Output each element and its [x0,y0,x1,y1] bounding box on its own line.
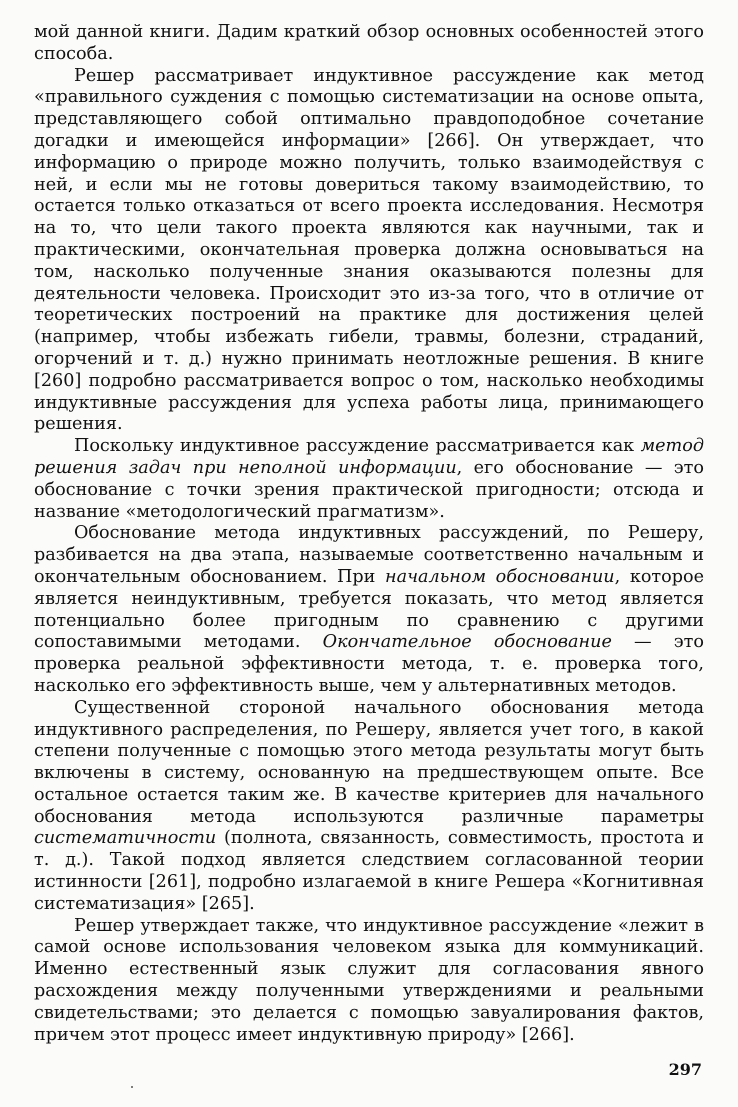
page-number: 297 [668,1060,702,1079]
emphasized-term: начальном обосновании [385,566,615,587]
paragraph [34,698,704,916]
paragraph [34,916,704,1047]
paragraph [34,66,704,437]
paragraph-text: Обоснование метода индуктивных рассуждений, по Решеру, разбивается на два этапа, называемые соответственно начальным и окончательным обоснованием. При [34,523,704,587]
print-speck [131,1086,133,1088]
paragraph [34,22,704,66]
paragraph-text: — это проверка реальной эффективности метода, т. е. проверка того, насколько его эффективность выше, чем у альтернативных методов. [34,632,704,696]
paragraph [34,523,704,697]
paragraph-text: Существенной стороной начального обоснования метода индуктивного распределения, по Решеру, является учет того, в какой степени полученные с помощью этого метода результаты могут быть включены в систему, основанную на предшествующем опыте. Все остальное остается таким же. В качестве критериев для начального обоснования метода используются различные параметры [34,697,704,827]
paragraph-text: мой данной книги. Дадим краткий обзор основных особенностей этого способа. [34,22,704,64]
paragraph-text: Поскольку индуктивное рассуждение рассматривается как [74,436,641,457]
emphasized-term: систематичности [34,828,217,849]
paragraph-text: Решер рассматривает индуктивное рассуждение как метод «правильного суждения с помощью систематизации на основе опыта, представляющего собой оптимально правдоподобное сочетание догадки и имеющейся информации» [266]. Он утверждает, что информацию о природе можно получить, только взаимодействуя с ней, и если мы не готовы довериться такому взаимодействию, то остается только отказаться от всего проекта исследования. Несмотря на то, что цели такого проекта являются как научными, так и практическими, окончательная проверка должна основываться на том, насколько полученные знания оказываются полезны для деятельности человека. Происходит это из-за того, что в отличие от теоретических построений на практике для достижения целей (например, чтобы избежать гибели, травмы, болезни, страданий, огорчений и т. д.) нужно принимать неотложные решения. В книге [260] подробно рассматривается вопрос о том, насколько необходимы индуктивные рассуждения для успеха работы лица, принимающего решения. [34,65,704,435]
paragraph-text: Решер утверждает также, что индуктивное рассуждение «лежит в самой основе использования человеком языка для коммуникаций. Именно естественный язык служит для согласования явного расхождения между полученными утверждениями и реальными свидетельствами; это делается с помощью завуалирования фактов, причем этот процесс имеет индуктивную природу» [266]. [34,915,704,1045]
paragraph-text: , его обоснование — это обоснование с точки зрения практической пригодности; отсюда и название «методологический прагматизм». [34,457,704,522]
emphasized-term: метод решения задач при неполной информации [34,436,704,478]
emphasized-term: Окончательное обоснование [322,632,612,653]
paragraph-text: , которое является неиндуктивным, требуется показать, что метод является потенциально более пригодным по сравнению с другими сопоставимыми методами. [34,566,705,653]
paragraph [34,436,704,523]
paragraph-text: (полнота, связанность, совместимость, простота и т. д.). Такой подход является следствием согласованной теории истинности [261], подробно излагаемой в книге Решера «Когнитивная систематизация» [265]. [34,828,704,914]
body-text [34,22,704,1046]
